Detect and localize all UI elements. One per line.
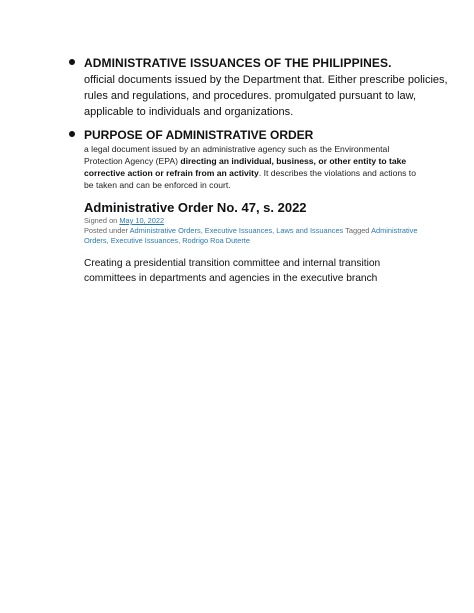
posted-prefix: Posted under	[84, 226, 130, 235]
signed-date-link[interactable]: May 10, 2022	[119, 216, 165, 225]
taxonomy-line: Posted under Administrative Orders, Executive Issuances, Laws and Issuances Tagged Administrative Orders, Executive Issuances, Rodrigo Roa Duterte	[84, 226, 418, 245]
order-meta	[84, 216, 424, 246]
category-link[interactable]: Laws and Issuances	[276, 226, 344, 235]
order-description: Creating a presidential transition committee and internal transition committees in departments and agencies in the executive branch	[84, 258, 381, 284]
tagged-prefix: Tagged	[343, 226, 372, 235]
section-heading: ADMINISTRATIVE ISSUANCES OF THE PHILIPPINES.	[84, 56, 392, 70]
tag-link[interactable]: Rodrigo Roa Duterte	[182, 236, 250, 245]
section-body: official documents issued by the Department that. Either prescribe policies, rules and regulations, and procedures. promulgated pursuant to law, applicable to individuals and organizations.	[84, 74, 448, 118]
bullet-icon	[69, 131, 75, 137]
section-body	[84, 143, 424, 191]
order-title: Administrative Order No. 47, s. 2022	[84, 200, 307, 215]
category-link[interactable]: Administrative Orders	[129, 226, 201, 235]
signed-prefix: Signed on	[84, 216, 120, 225]
bullet-icon	[69, 59, 75, 65]
body-end: . It describes the violations and actions to be taken and can be enforced in court.	[84, 168, 416, 190]
body-emphasis: directing an individual, business, or other entity to take corrective action or refrain from an activity	[84, 156, 407, 178]
body-intro: a legal document issued by an administrative agency such as the Environmental Protection Agency (EPA)	[84, 144, 390, 166]
category-link[interactable]: Executive Issuances	[204, 226, 273, 235]
signed-line	[84, 216, 424, 226]
tag-link[interactable]: Executive Issuances	[110, 236, 179, 245]
tag-link[interactable]: Administrative Orders	[84, 226, 418, 245]
section-heading: PURPOSE OF ADMINISTRATIVE ORDER	[84, 128, 314, 142]
